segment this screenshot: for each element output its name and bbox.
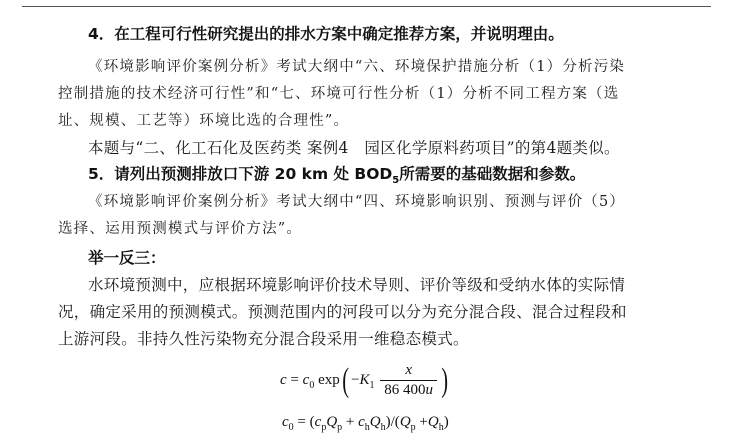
f2-eq: =: [297, 414, 306, 430]
formula-2: [282, 414, 449, 433]
f2-c0: c: [282, 414, 289, 430]
f2-c0-sub: 0: [288, 422, 294, 433]
f1-left-paren: (: [342, 361, 349, 399]
f1-lhs: c: [280, 371, 287, 388]
formula-1: [280, 362, 450, 399]
f1-den-var: u: [425, 382, 434, 398]
f1-exp: exp: [318, 371, 340, 388]
q5-syllabus-line-1: 《环境影响评价案例分析》考试大纲中“四、环境影响识别、预测与评价（5）: [88, 194, 626, 210]
f1-right-paren: ): [441, 361, 449, 399]
q4-similar-note: 本题与“二、化工石化及医药类 案例4 园区化学原料药项目”的第4题类似。: [88, 139, 620, 157]
extension-heading: 举一反三：: [88, 249, 166, 267]
f1-k-sub: 1: [369, 379, 375, 391]
q5-syllabus-line-2: 选择、运用预测模式与评价方法”。: [58, 221, 303, 237]
q5-title-sub: 5: [392, 175, 400, 187]
extension-para-line-2: 况，确定采用的预测模式。预测范围内的河段可以分为充分混合段、混合过程段和: [58, 303, 627, 321]
extension-para-line-1: 水环境预测中，应根据环境影响评价技术导则、评价等级和受纳水体的实际情: [88, 276, 626, 294]
f1-fraction: [380, 362, 437, 399]
q4-syllabus-line-2: 控制措施的技术经济可行性”和“七、环境可行性分析（1）分析不同工程方案（选: [58, 86, 620, 102]
f1-numerator: x: [380, 362, 437, 381]
f1-c0: c: [302, 371, 310, 388]
top-rule: [22, 6, 711, 7]
f1-den-number: 86 400: [384, 382, 426, 398]
question-4-title: 4．在工程可行性研究提出的排水方案中确定推荐方案，并说明理由。: [88, 25, 564, 43]
f2-rhs: $(c_pQ_p + c_hQ_h)/(Q_p +Q_h)$: [309, 414, 449, 433]
q4-syllabus-line-3: 址、规模、工艺等）环境比选的合理性”。: [58, 113, 350, 129]
f1-k: K: [359, 371, 370, 388]
f1-eq: =: [290, 371, 299, 388]
q5-title-pre: 5．请列出预测排放口下游 20 km 处 BOD: [88, 165, 393, 183]
f1-c0-sub: 0: [309, 379, 315, 391]
q5-title-post: 所需要的基础数据和参数。: [399, 165, 586, 183]
question-5-title: [88, 162, 585, 186]
extension-para-line-3: 上游河段。非持久性污染物充分混合段采用一维稳态模式。: [58, 330, 469, 348]
f1-minus: −: [351, 371, 360, 388]
q4-syllabus-line-1: 《环境影响评价案例分析》考试大纲中“六、环境保护措施分析（1）分析污染: [88, 59, 626, 75]
f1-denominator: [380, 381, 437, 399]
